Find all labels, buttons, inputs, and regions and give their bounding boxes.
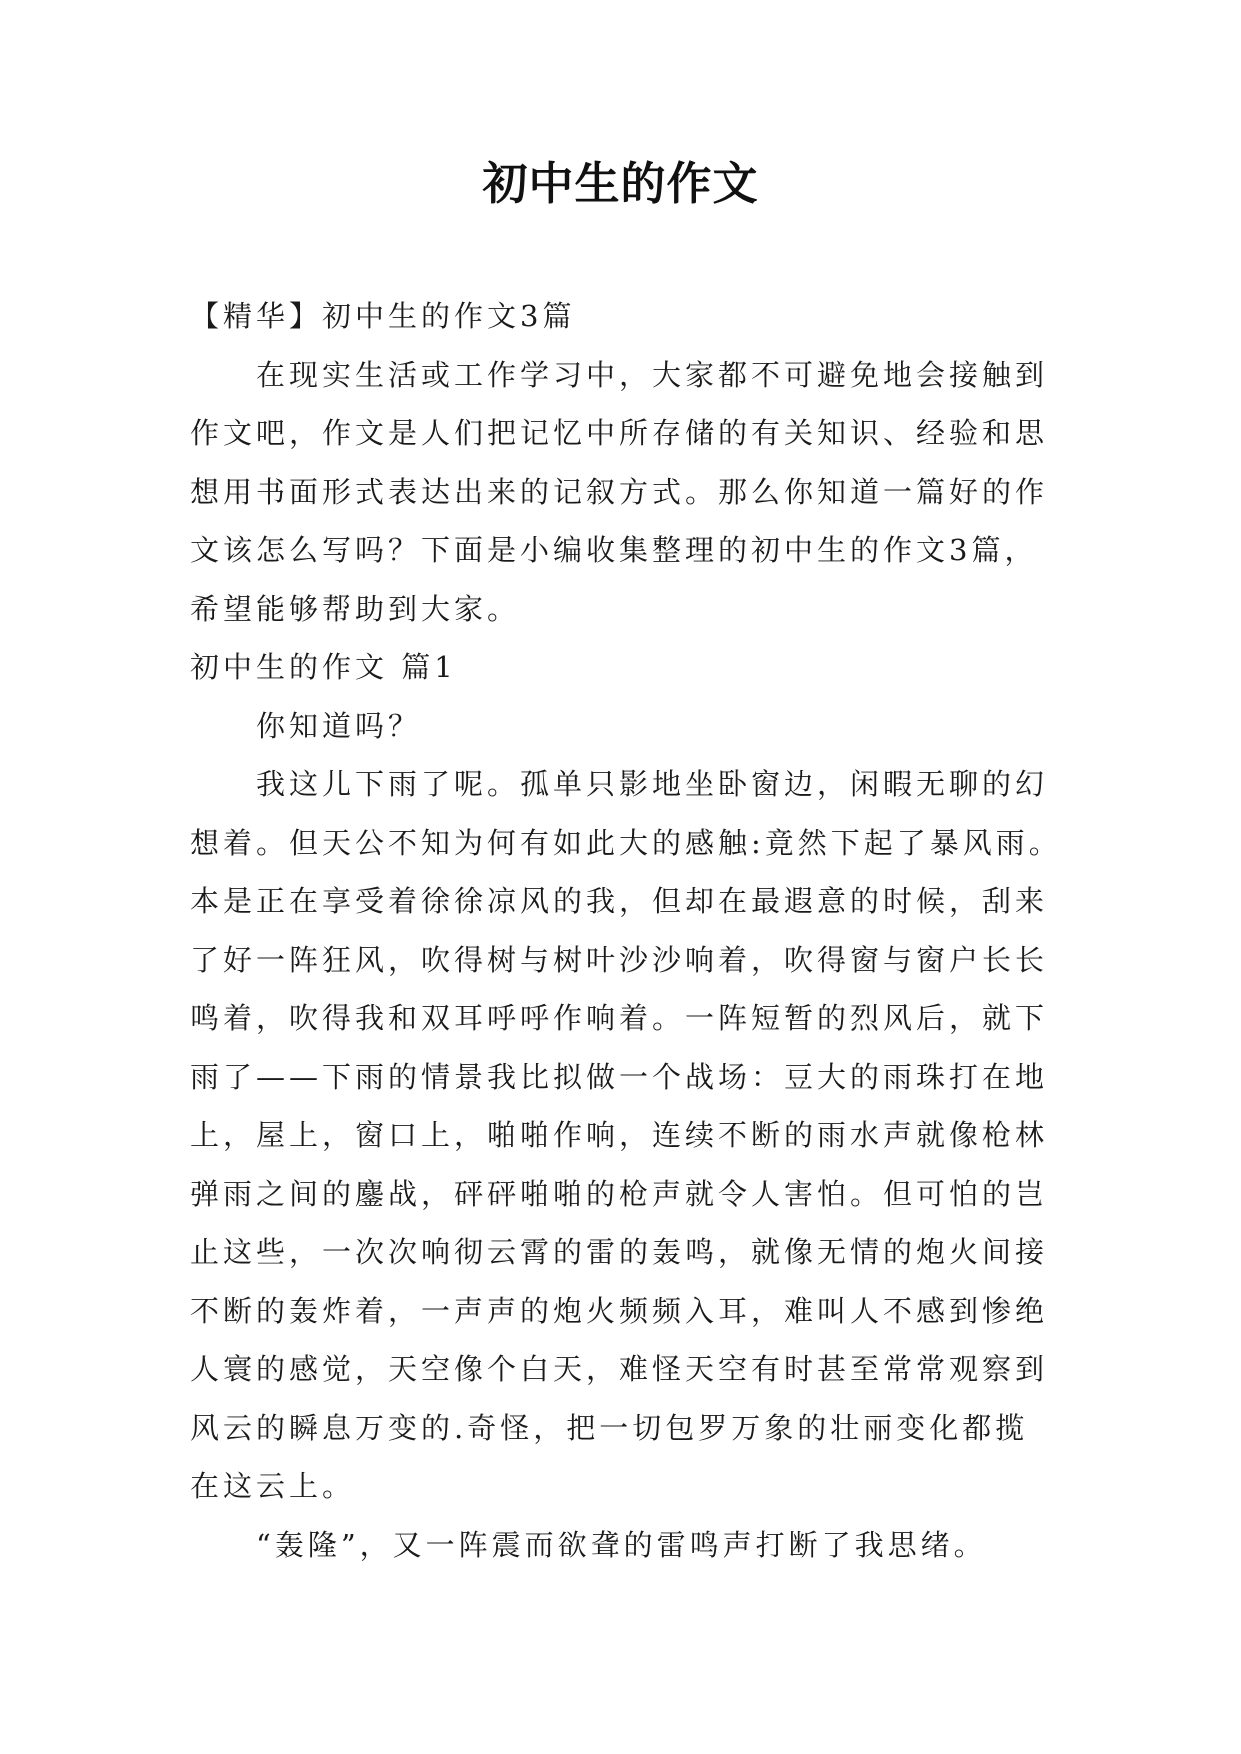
document-title: 初中生的作文 — [482, 157, 759, 210]
text-line: 你知道吗？ — [256, 708, 422, 743]
text-line: 想用书面形式表达出来的记叙方式。那么你知道一篇好的作 — [190, 474, 1049, 509]
text-line: “轰隆”，又一阵震而欲聋的雷鸣声打断了我思绪。 — [256, 1527, 987, 1562]
text-line: 我这儿下雨了呢。孤单只影地坐卧窗边，闲暇无聊的幻 — [256, 767, 1049, 801]
text-line: 弹雨之间的鏖战，砰砰啪啪的枪声就令人害怕。但可怕的岂 — [190, 1176, 1049, 1211]
document-body — [190, 287, 1130, 1574]
paragraph — [190, 1516, 1130, 1575]
text-line: 上，屋上，窗口上，啪啪作响，连续不断的雨水声就像枪林 — [190, 1118, 1049, 1152]
text-line: 文该怎么写吗？下面是小编收集整理的初中生的作文3篇， — [190, 533, 1038, 567]
text-line: 了好一阵狂风，吹得树与树叶沙沙响着，吹得窗与窗户长长 — [190, 942, 1049, 977]
text-line: 人寰的感觉，天空像个白天，难怪天空有时甚至常常观察到 — [190, 1352, 1049, 1386]
text-line: 止这些，一次次响彻云霄的雷的轰鸣，就像无情的炮火间接 — [190, 1235, 1049, 1269]
text-line: 想着。但天公不知为何有如此大的感触:竟然下起了暴风雨。 — [190, 825, 1062, 860]
paragraph — [190, 755, 1130, 1516]
text-line: 希望能够帮助到大家。 — [190, 591, 521, 626]
section-heading: 初中生的作文 篇1 — [190, 650, 457, 684]
text-line: 风云的瞬息万变的.奇怪，把一切包罗万象的壮丽变化都揽 — [190, 1410, 1029, 1445]
text-line: 作文吧，作文是人们把记忆中所存储的有关知识、经验和思 — [190, 416, 1049, 450]
text-line: 本是正在享受着徐徐凉风的我，但却在最遐意的时候，刮来 — [190, 884, 1049, 918]
intro-paragraph — [190, 346, 1130, 639]
intro-heading: 【精华】初中生的作文3篇 — [190, 299, 576, 333]
text-line: 在现实生活或工作学习中，大家都不可避免地会接触到 — [256, 357, 1049, 392]
text-line: 雨了——下雨的情景我比拟做一个战场：豆大的雨珠打在地 — [190, 1059, 1049, 1094]
text-line: 不断的轰炸着，一声声的炮火频频入耳，难叫人不感到惨绝 — [190, 1293, 1049, 1328]
paragraph — [190, 697, 1130, 756]
text-line: 鸣着，吹得我和双耳呼呼作响着。一阵短暂的烈风后，就下 — [190, 1001, 1049, 1035]
text-line: 在这云上。 — [190, 1469, 356, 1503]
